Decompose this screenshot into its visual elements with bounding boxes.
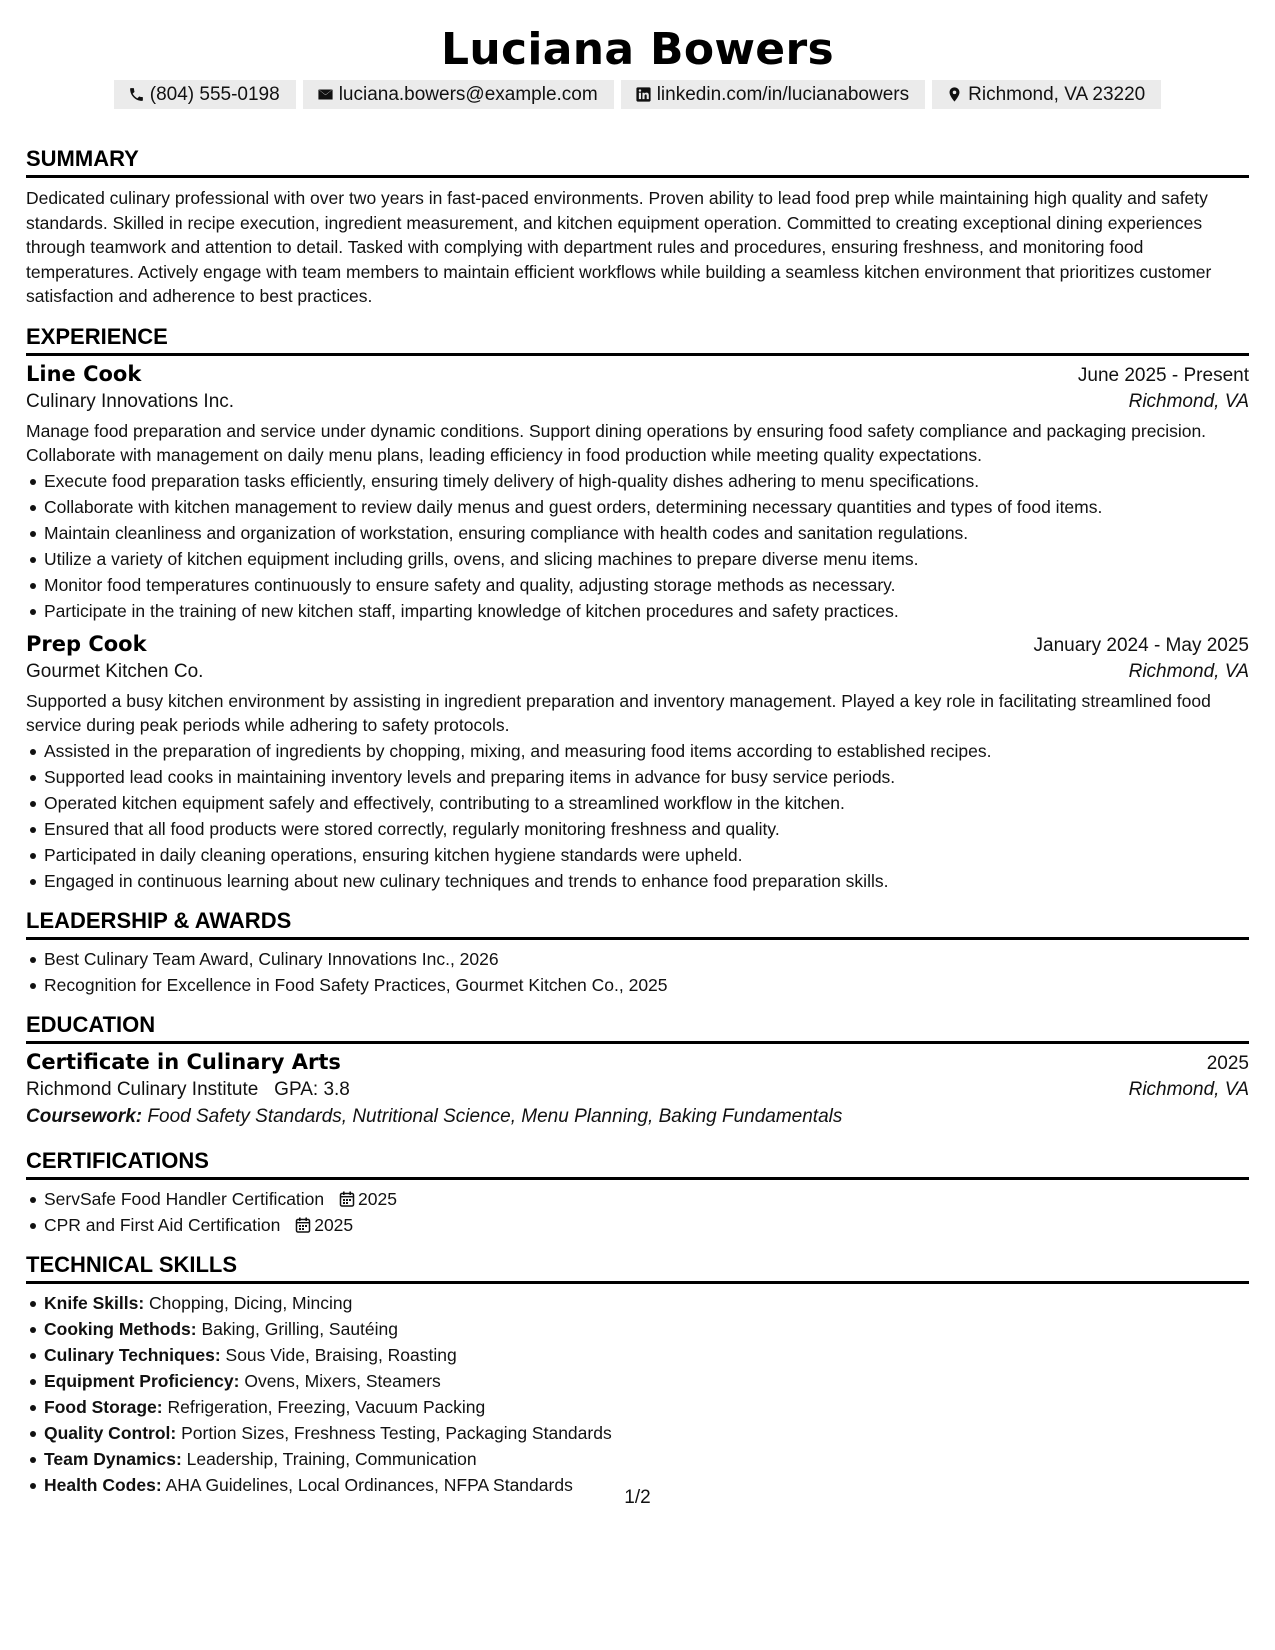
experience-section [26, 324, 1249, 894]
cert-name: CPR and First Aid Certification [44, 1214, 281, 1235]
summary-text: Dedicated culinary professional with over two years in fast-paced environments. Proven ability to lead food prep while maintaining high quality and safety standards. Skilled in recipe execution, ingredient measurement, and kitchen equipment operation. Committed to creating exceptional dining experiences through teamwork and attention to detail. Tasked with complying with department rules and procedures, ensuring freshness, and monitoring food temperatures. Actively engage with team members to maintain efficient workflows while building a seamless kitchen environment that prioritizes customer satisfaction and adherence to best practices. [26, 188, 1212, 306]
experience-heading: EXPERIENCE [26, 324, 1249, 356]
job-dates: June 2025 - Present [1077, 364, 1249, 386]
phone-icon [128, 86, 145, 103]
list-item [26, 1368, 1249, 1394]
list-item: Recognition for Excellence in Food Safety Practices, Gourmet Kitchen Co., 2025 [26, 972, 1249, 998]
list-item: Participate in the training of new kitchen staff, imparting knowledge of kitchen procedures and safety practices. [26, 598, 1249, 624]
education-heading: EDUCATION [26, 1012, 1249, 1044]
job-description: Manage food preparation and service under dynamic conditions. Support dining operations by ensuring food safety compliance and packaging precision. Collaborate with management on daily menu plans, leading efficiency in food production while meeting quality expectations. [26, 420, 1207, 465]
skill-category: Culinary Techniques: [44, 1344, 221, 1365]
job-dates: January 2024 - May 2025 [1033, 634, 1249, 656]
calendar-icon [339, 1191, 355, 1207]
job-title: Prep Cook [26, 631, 147, 656]
gpa: GPA: 3.8 [274, 1078, 350, 1100]
list-item: Best Culinary Team Award, Culinary Innovations Inc., 2026 [26, 946, 1249, 972]
list-item: Participated in daily cleaning operations, ensuring kitchen hygiene standards were upheld. [26, 842, 1249, 868]
certifications-section [26, 1148, 1249, 1238]
list-item [26, 1316, 1249, 1342]
cert-year: 2025 [314, 1214, 354, 1235]
job-description: Supported a busy kitchen environment by assisting in ingredient preparation and inventory management. Played a key role in facilitating streamlined food service during peak periods while adhering to safety protocols. [26, 690, 1211, 735]
list-item [26, 1290, 1249, 1316]
job-company: Culinary Innovations Inc. [26, 390, 235, 412]
coursework-line [26, 1106, 1249, 1128]
list-item: Utilize a variety of kitchen equipment including grills, ovens, and slicing machines to prepare diverse menu items. [26, 546, 1249, 572]
job-bullets [26, 468, 1249, 624]
list-item: Monitor food temperatures continuously to ensure safety and quality, adjusting storage methods as necessary. [26, 572, 1249, 598]
education-year: 2025 [1206, 1052, 1249, 1074]
coursework-list: Food Safety Standards, Nutritional Science, Menu Planning, Baking Fundamentals [147, 1105, 843, 1127]
list-item [26, 1212, 1249, 1238]
list-item: Maintain cleanliness and organization of workstation, ensuring compliance with health codes and sanitation regulations. [26, 520, 1249, 546]
list-item: Ensured that all food products were stored correctly, regularly monitoring freshness and quality. [26, 816, 1249, 842]
job-location: Richmond, VA [1128, 660, 1249, 682]
skill-values: Refrigeration, Freezing, Vacuum Packing [167, 1396, 486, 1417]
envelope-icon [317, 86, 334, 103]
list-item [26, 1186, 1249, 1212]
job-entry [26, 362, 1249, 624]
list-item [26, 1342, 1249, 1368]
email-text: luciana.bowers@example.com [338, 83, 598, 105]
skills-list [26, 1290, 1249, 1498]
school-name: Richmond Culinary Institute [26, 1078, 259, 1100]
summary-heading: SUMMARY [26, 146, 1249, 178]
skill-values: Ovens, Mixers, Steamers [244, 1370, 441, 1391]
contact-location [932, 80, 1161, 109]
location-text: Richmond, VA 23220 [968, 83, 1146, 105]
skill-values: Chopping, Dicing, Mincing [149, 1292, 353, 1313]
list-item: Execute food preparation tasks efficiently, ensuring timely delivery of high-quality dishes adhering to menu specifications. [26, 468, 1249, 494]
contact-bar [26, 80, 1249, 109]
skill-category: Knife Skills: [44, 1292, 145, 1313]
school-location: Richmond, VA [1128, 1078, 1249, 1100]
summary-section [26, 146, 1249, 309]
job-bullets [26, 738, 1249, 894]
skills-heading: TECHNICAL SKILLS [26, 1252, 1249, 1284]
skill-category: Cooking Methods: [44, 1318, 197, 1339]
list-item [26, 1446, 1249, 1472]
list-item: Engaged in continuous learning about new culinary techniques and trends to enhance food preparation skills. [26, 868, 1249, 894]
certifications-heading: CERTIFICATIONS [26, 1148, 1249, 1180]
school-line [26, 1079, 350, 1101]
list-item: Operated kitchen equipment safely and effectively, contributing to a streamlined workflow in the kitchen. [26, 790, 1249, 816]
awards-section [26, 908, 1249, 998]
list-item [26, 1394, 1249, 1420]
awards-heading: LEADERSHIP & AWARDS [26, 908, 1249, 940]
skill-values: Portion Sizes, Freshness Testing, Packaging Standards [181, 1422, 612, 1443]
skill-category: Quality Control: [44, 1422, 177, 1443]
skills-section [26, 1252, 1249, 1498]
skill-values: AHA Guidelines, Local Ordinances, NFPA Standards [165, 1474, 573, 1495]
list-item: Assisted in the preparation of ingredients by chopping, mixing, and measuring food items according to established recipes. [26, 738, 1249, 764]
contact-linkedin[interactable] [621, 80, 925, 109]
list-item: Supported lead cooks in maintaining inventory levels and preparing items in advance for busy service periods. [26, 764, 1249, 790]
skill-category: Team Dynamics: [44, 1448, 182, 1469]
list-item [26, 1420, 1249, 1446]
linkedin-text: linkedin.com/in/lucianabowers [656, 83, 910, 105]
skill-values: Leadership, Training, Communication [186, 1448, 477, 1469]
cert-name: ServSafe Food Handler Certification [44, 1188, 325, 1209]
skill-category: Food Storage: [44, 1396, 163, 1417]
job-location: Richmond, VA [1128, 390, 1249, 412]
skill-values: Sous Vide, Braising, Roasting [225, 1344, 457, 1365]
job-company: Gourmet Kitchen Co. [26, 660, 204, 682]
degree-title: Certificate in Culinary Arts [26, 1049, 341, 1074]
coursework-label: Coursework: [26, 1105, 143, 1127]
phone-text: (804) 555-0198 [149, 83, 280, 105]
skill-category: Equipment Proficiency: [44, 1370, 240, 1391]
candidate-name: Luciana Bowers [441, 24, 834, 75]
certifications-list [26, 1186, 1249, 1238]
cert-year: 2025 [358, 1188, 397, 1209]
page-number: 1/2 [624, 1487, 651, 1508]
awards-list [26, 946, 1249, 998]
linkedin-icon [635, 86, 652, 103]
map-pin-icon [946, 86, 963, 103]
calendar-icon [295, 1217, 311, 1233]
list-item: Collaborate with kitchen management to review daily menus and guest orders, determining necessary quantities and types of food items. [26, 494, 1249, 520]
resume-page [26, 0, 1249, 1498]
education-section [26, 1012, 1249, 1128]
skill-category: Health Codes: [44, 1474, 162, 1495]
contact-phone[interactable] [114, 80, 296, 109]
job-title: Line Cook [26, 361, 142, 386]
contact-email[interactable] [303, 80, 614, 109]
skill-values: Baking, Grilling, Sautéing [201, 1318, 398, 1339]
job-entry [26, 632, 1249, 894]
